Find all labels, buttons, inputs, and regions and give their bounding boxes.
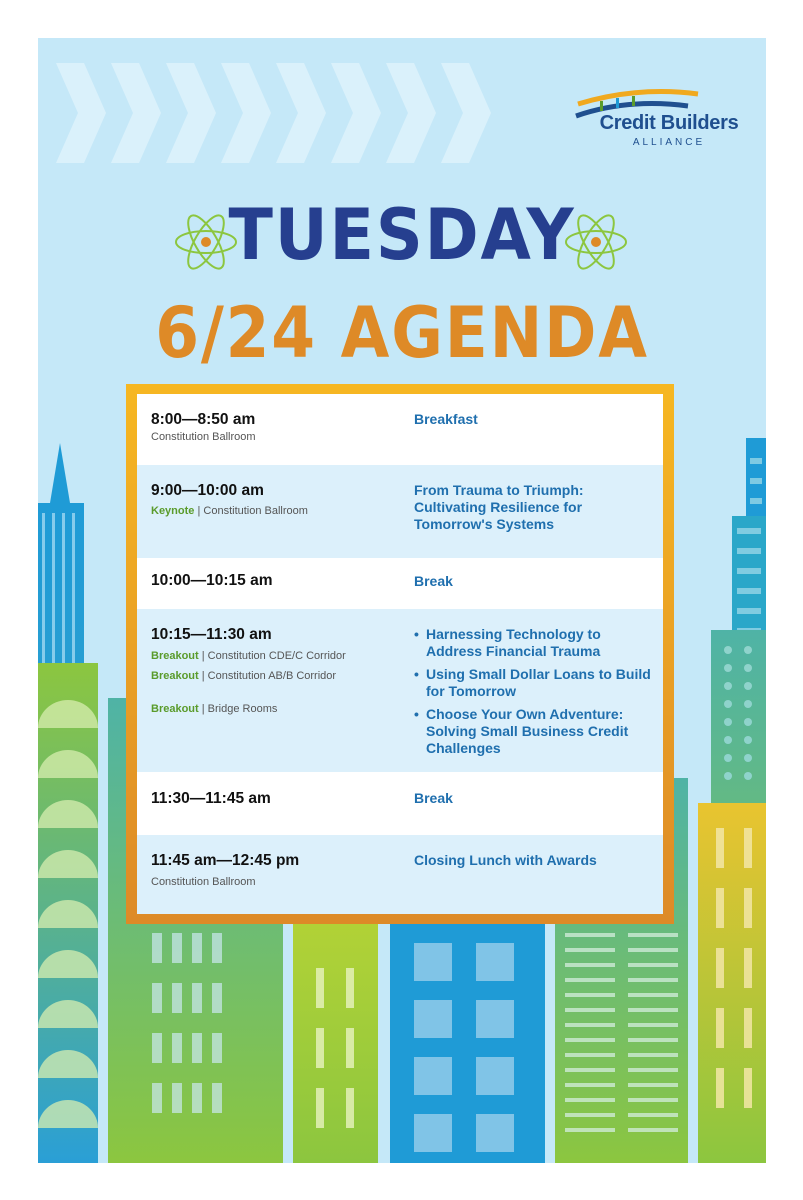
title-agenda: 6/24 AGENDA (155, 292, 649, 374)
row-time: 10:00—10:15 am (151, 572, 273, 589)
agenda-table (137, 394, 663, 914)
row-session: Closing Lunch with Awards (414, 852, 597, 868)
row-location: Keynote | Constitution Ballroom (151, 505, 308, 517)
row-time: 9:00—10:00 am (151, 482, 264, 499)
logo-subtitle: ALLIANCE (632, 137, 706, 148)
agenda-row (137, 609, 663, 772)
row-time: 11:30—11:45 am (151, 790, 271, 807)
title-day: TUESDAY (228, 194, 576, 276)
agenda-row (137, 772, 663, 835)
breakout-session (414, 626, 654, 660)
location-text: Constitution Ballroom (151, 876, 256, 888)
row-session: Breakfast (414, 411, 478, 427)
breakout-session (414, 666, 654, 700)
session-type-tag: Keynote (151, 505, 195, 517)
session-title: Using Small Dollar Loans to Build for Tomorrow (426, 666, 651, 699)
row-location (151, 431, 256, 443)
session-type-tag: Breakout (151, 670, 199, 682)
agenda-row (137, 835, 663, 914)
agenda-row (137, 465, 663, 558)
session-title: Choose Your Own Adventure: Solving Small Business Credit Challenges (426, 706, 629, 756)
location-text: Bridge Rooms (207, 703, 278, 715)
row-location: Breakout | Bridge Rooms (151, 703, 278, 715)
row-location: Breakout | Constitution AB/B Corridor (151, 670, 337, 682)
location-text: Constitution Ballroom (203, 505, 308, 517)
row-time: 8:00—8:50 am (151, 411, 256, 428)
row-time: 11:45 am—12:45 pm (151, 852, 300, 869)
agenda-row (137, 394, 663, 465)
row-location (151, 876, 256, 888)
location-text: Constitution Ballroom (151, 431, 256, 443)
row-session: Break (414, 790, 453, 806)
session-title: Harnessing Technology to Address Financial Trauma (426, 626, 601, 659)
session-type-tag: Breakout (151, 703, 199, 715)
row-session: Break (414, 573, 453, 589)
row-session: From Trauma to Triumph: Cultivating Resilience for Tomorrow's Systems (414, 482, 584, 532)
bullet-icon: • (414, 666, 419, 682)
bullet-icon: • (414, 706, 419, 722)
row-location: Breakout | Constitution CDE/C Corridor (151, 650, 346, 662)
logo-name: Credit Builders (599, 112, 739, 134)
bullet-icon: • (414, 626, 419, 642)
session-type-tag: Breakout (151, 650, 199, 662)
location-text: Constitution AB/B Corridor (207, 670, 337, 682)
location-text: Constitution CDE/C Corridor (207, 650, 346, 662)
row-time: 10:15—11:30 am (151, 626, 272, 643)
poster (38, 38, 766, 1163)
breakout-session (414, 706, 654, 757)
agenda-row (137, 558, 663, 609)
